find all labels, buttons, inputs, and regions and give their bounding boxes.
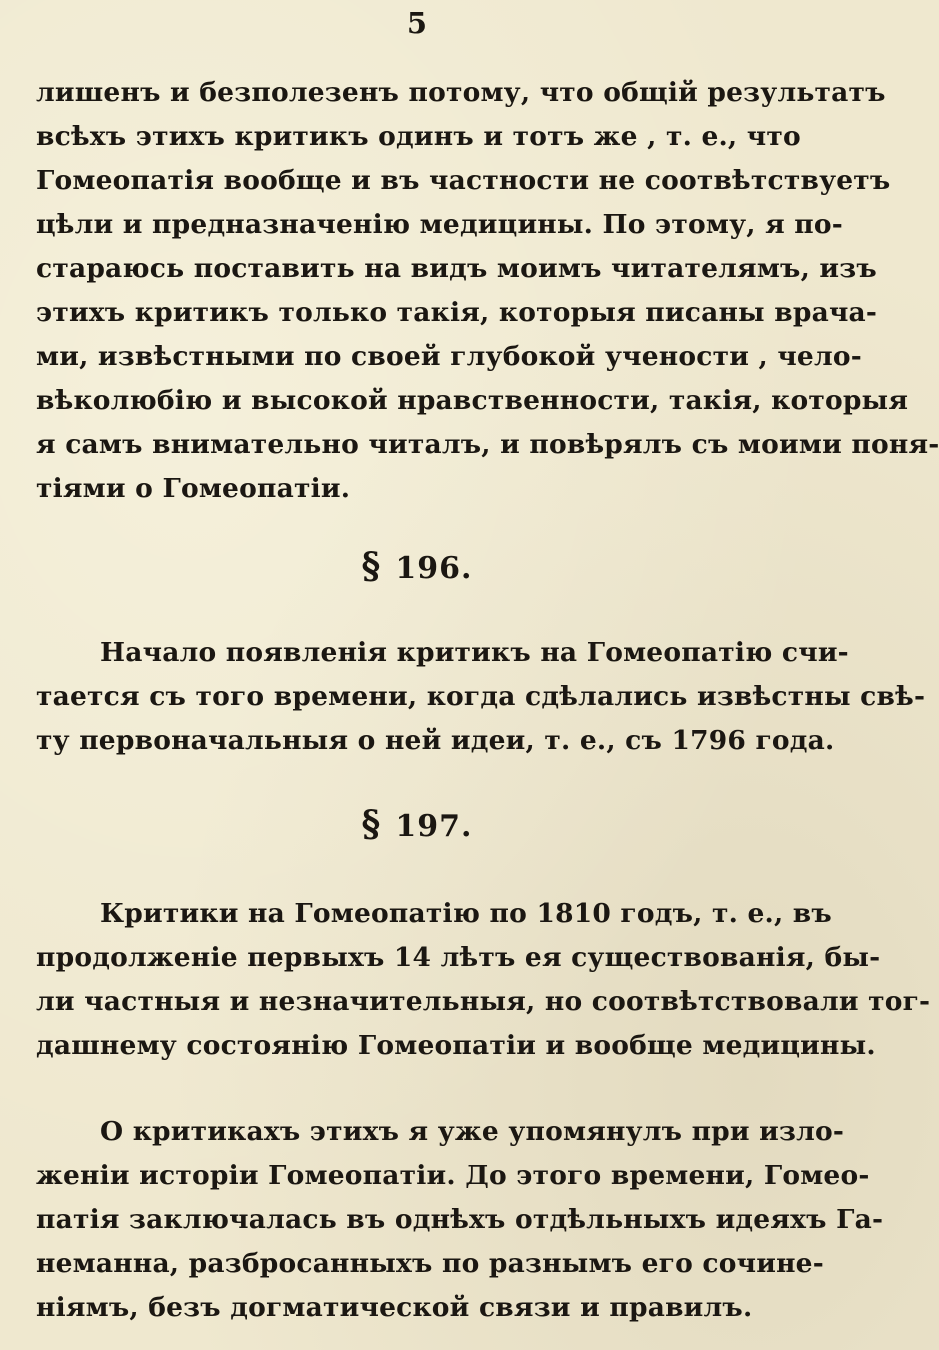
page-number: 5 [406, 6, 428, 40]
text-line: тіями о Гомеопатіи. [36, 473, 351, 504]
text-line: тается съ того времени, когда сдѣлались извѣстны свѣ- [36, 681, 926, 712]
text-line: лишенъ и безполезенъ потому, что общій результатъ [36, 77, 886, 108]
text-line: я самъ внимательно читалъ, и повѣрялъ съ моими поня- [36, 429, 939, 460]
text-line: всѣхъ этихъ критикъ одинъ и тотъ же , т. е., что [36, 121, 801, 152]
section-heading-197 [0, 803, 834, 845]
text-line: вѣколюбію и высокой нравственности, такія, которыя [36, 385, 909, 416]
section-number: 196. [395, 551, 473, 586]
text-line: Гомеопатія вообще и въ частности не соотвѣтствуетъ [36, 165, 891, 196]
text-line: дашнему состоянію Гомеопатіи и вообще медицины. [36, 1030, 876, 1061]
text-line: неманна, разбросанныхъ по разнымъ его сочине- [36, 1248, 824, 1279]
section-number: 197. [395, 809, 473, 844]
section-sign: § [361, 803, 382, 845]
text-line: ми, извѣстными по своей глубокой учености , чело- [36, 341, 862, 372]
text-line: патія заключалась въ однѣхъ отдѣльныхъ идеяхъ Га- [36, 1204, 884, 1235]
text-line: Начало появленія критикъ на Гомеопатію счи- [100, 637, 849, 668]
text-line: цѣли и предназначенію медицины. По этому, я по- [36, 209, 843, 240]
text-line: О критикахъ этихъ я уже упомянулъ при изло- [100, 1116, 845, 1147]
section-heading-196 [0, 545, 834, 587]
text-line: Критики на Гомеопатію по 1810 годъ, т. е., въ [100, 898, 832, 929]
text-line: стараюсь поставить на видъ моимъ читателямъ, изъ [36, 253, 877, 284]
text-line: ніямъ, безъ догматической связи и правилъ. [36, 1292, 753, 1323]
text-line: женіи исторіи Гомеопатіи. До этого времени, Гомео- [36, 1160, 870, 1191]
text-line: продолженіе первыхъ 14 лѣтъ ея существованія, бы- [36, 942, 881, 973]
text-line: ли частныя и незначительныя, но соотвѣтствовали тог- [36, 986, 931, 1017]
section-sign: § [361, 545, 382, 587]
text-line: ту первоначальныя о ней идеи, т. е., съ 1796 года. [36, 725, 835, 756]
text-line: этихъ критикъ только такія, которыя писаны врача- [36, 297, 878, 328]
